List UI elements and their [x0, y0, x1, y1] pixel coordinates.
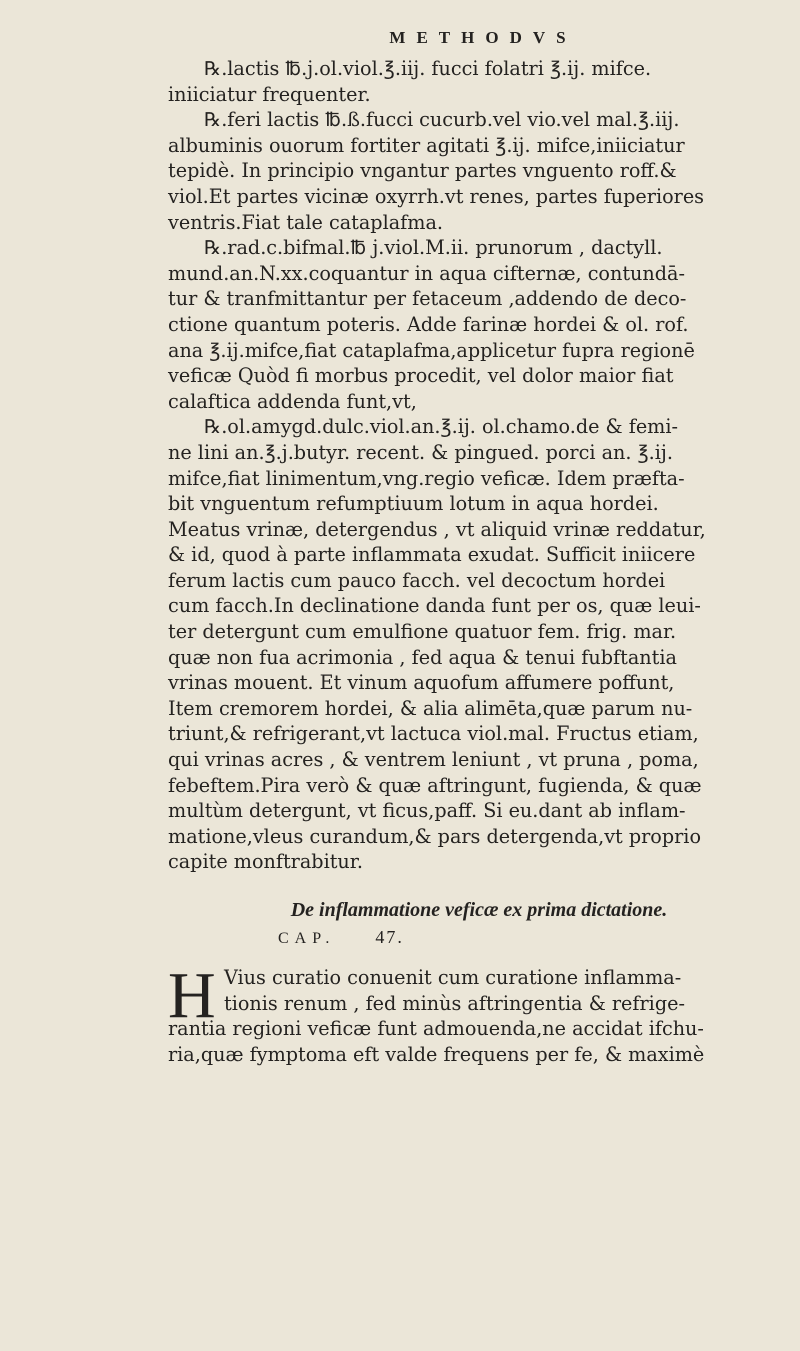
text-line: ter detergunt cum emulfione quatuor fem. frig. mar.: [168, 620, 677, 644]
drop-cap: H: [168, 959, 216, 1032]
text-line: calaftica addenda funt,vt,: [168, 389, 417, 413]
chapter-title: De inflammatione veficæ ex prima dictatione.: [290, 899, 668, 921]
text-line: qui vrinas acres , & ventrem leniunt , vt pruna , poma,: [168, 748, 699, 772]
paragraph-block-chapter: [168, 959, 768, 1067]
text-line: matione,vleus curandum,& pars detergenda,vt proprio: [168, 824, 701, 848]
text-line: mifce,fiat linimentum,vng.regio veficæ. Idem præfta-: [168, 466, 685, 490]
page-text: [168, 28, 768, 1067]
text-line: ℞.lactis ℔.j.ol.viol.℥.iij. fucci folatri ℥.ij. mifce.: [204, 57, 652, 80]
text-line: vrinas mouent. Et vinum aquofum affumere poffunt,: [168, 671, 675, 695]
text-line: ana ℥.ij.mifce,fiat cataplafma,applicetur fupra regionē: [168, 338, 695, 362]
text-line: febeftem.Pira verò & quæ aftringunt, fugienda, & quæ: [168, 773, 702, 797]
text-line: multùm detergunt, vt ficus,paff. Si eu.dant ab inflam-: [168, 799, 686, 823]
chapter-text-lines: [168, 959, 768, 1067]
text-line: quæ non fua acrimonia , fed aqua & tenui fubftantia: [168, 645, 677, 669]
text-line: tepidè. In principio vngantur partes vnguento roff.&: [168, 159, 677, 183]
text-line: capite monftrabitur.: [168, 850, 363, 874]
text-line: ria,quæ fymptoma eft valde frequens per fe, & maximè: [168, 1042, 705, 1066]
text-line: ℞.feri lactis ℔.ß.fucci cucurb.vel vio.vel mal.℥.iij.: [204, 108, 680, 132]
text-line: mund.an.N.xx.coquantur in aqua cifternæ, contundā-: [168, 261, 685, 285]
text-line: ne lini an.℥.j.butyr. recent. & pingued. porci an. ℥.ij.: [168, 440, 673, 464]
running-head: METHODVS: [389, 28, 577, 47]
text-line: Vius curatio conuenit cum curatione inflamma-: [224, 966, 682, 989]
text-line: ventris.Fiat tale cataplafma.: [168, 210, 443, 234]
text-line: veficæ Quòd fi morbus procedit, vel dolor maior fiat: [168, 364, 674, 388]
text-line: albuminis ouorum fortiter agitati ℥.ij. mifce,iniiciatur: [168, 133, 685, 157]
text-line: Item cremorem hordei, & alia alimēta,quæ parum nu-: [168, 696, 693, 720]
section-gap: [168, 875, 768, 897]
text-line: ferum lactis cum pauco facch. vel decoctum hordei: [168, 568, 666, 592]
text-line: & id, quod à parte inflammata exudat. Sufficit iniicere: [168, 543, 696, 567]
text-line: cum facch.In declinatione danda funt per os, quæ leui-: [168, 594, 701, 618]
text-line: viol.Et partes vicinæ oxyrrh.vt renes, partes fuperiores: [168, 184, 705, 208]
text-line: tionis renum , fed minùs aftringentia & refrige-: [224, 991, 685, 1015]
text-line: bit vnguentum refumptiuum lotum in aqua hordei.: [168, 492, 659, 516]
text-line: ℞.rad.c.bifmal.℔ j.viol.M.ii. prunorum , dactyll.: [204, 236, 663, 260]
text-line: ctione quantum poteris. Adde farinæ hordei & ol. rof.: [168, 312, 689, 336]
text-line: iniiciatur frequenter.: [168, 82, 371, 106]
text-line: ℞.ol.amygd.dulc.viol.an.℥.ij. ol.chamo.de & femi-: [204, 415, 679, 439]
text-line: Meatus vrinæ, detergendus , vt aliquid vrinæ reddatur,: [168, 517, 706, 541]
chapter-number: [168, 923, 768, 953]
chapter-label: CAP.: [278, 930, 336, 947]
text-line: triunt,& refrigerant,vt lactuca viol.mal. Fructus etiam,: [168, 722, 699, 746]
paragraph-block-recipes: [168, 56, 768, 875]
text-line: tur & tranfmittantur per fetaceum ,addendo de deco-: [168, 287, 687, 311]
text-line: rantia regioni veficæ funt admouenda,ne accidat ifchu-: [168, 1017, 704, 1041]
chapter-number-value: 47.: [375, 927, 404, 947]
